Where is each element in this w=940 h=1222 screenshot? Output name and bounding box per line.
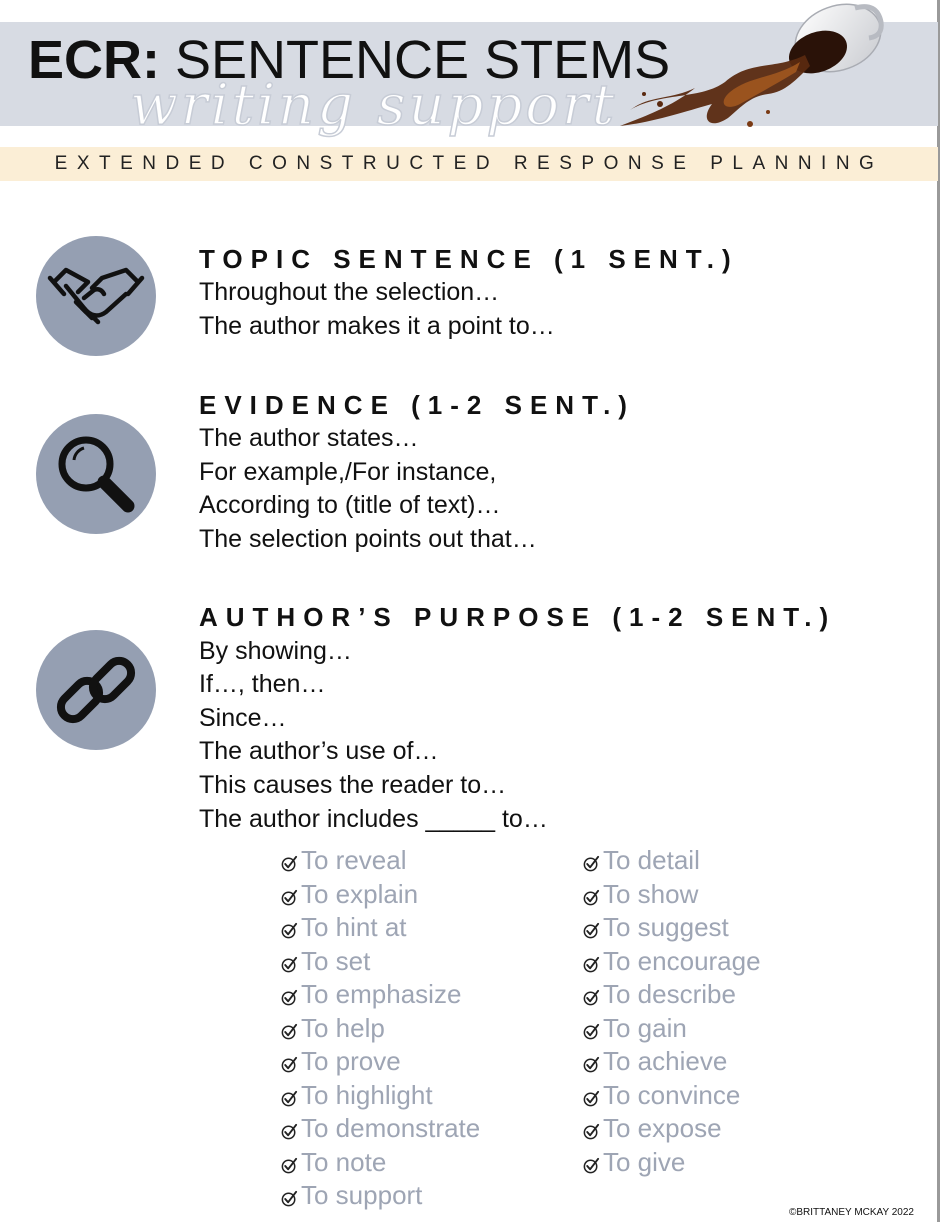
checkmark-circle-icon — [582, 888, 601, 907]
checkmark-circle-icon — [280, 888, 299, 907]
purpose-label: To support — [301, 1180, 423, 1210]
purpose-label: To convince — [603, 1079, 741, 1110]
checkmark-circle-icon — [280, 1189, 299, 1208]
purpose-label: To expose — [603, 1113, 722, 1143]
link-icon — [36, 630, 156, 750]
purpose-label: To hint at — [301, 912, 407, 942]
checkmark-circle-icon — [280, 1022, 299, 1041]
checkmark-circle-icon — [582, 988, 601, 1007]
purpose-list-item — [280, 1179, 480, 1213]
purpose-list-item — [280, 1112, 480, 1146]
evidence-stem: According to (title of text)… — [199, 491, 501, 519]
purpose-label: To gain — [603, 1012, 687, 1043]
purpose-label: To note — [301, 1146, 387, 1177]
purpose-label: To explain — [301, 878, 419, 909]
purpose-list-item — [280, 911, 480, 945]
copyright-notice: ©BRITTANEY MCKAY 2022 — [788, 1207, 914, 1218]
purpose-stem: Since… — [199, 704, 287, 732]
checkmark-circle-icon — [582, 1055, 601, 1074]
purpose-list-item — [582, 978, 761, 1012]
purpose-label: To prove — [301, 1046, 401, 1076]
purpose-list-item — [280, 844, 480, 878]
magnifying-glass-icon — [36, 414, 156, 534]
purpose-list-item — [280, 1045, 480, 1079]
handshake-icon — [36, 236, 156, 356]
script-subtitle: writing support — [130, 73, 618, 138]
purpose-list-item — [582, 1012, 761, 1046]
checkmark-circle-icon — [280, 1122, 299, 1141]
checkmark-circle-icon — [280, 955, 299, 974]
purpose-list-left — [280, 844, 480, 1213]
purpose-label: To help — [301, 1012, 385, 1043]
purpose-stem: The author’s use of… — [199, 737, 439, 765]
purpose-stem: The author includes _____ to… — [199, 805, 548, 833]
purpose-list-item — [280, 1146, 480, 1180]
purpose-label: To achieve — [603, 1046, 728, 1076]
purpose-label: To emphasize — [301, 979, 462, 1009]
authors-purpose-heading: AUTHOR’S PURPOSE (1-2 SENT.) — [199, 602, 837, 632]
purpose-list-item — [582, 1045, 761, 1079]
purpose-list-item — [280, 1079, 480, 1113]
checkmark-circle-icon — [280, 1156, 299, 1175]
checkmark-circle-icon — [280, 988, 299, 1007]
checkmark-circle-icon — [582, 854, 601, 873]
purpose-label: To detail — [603, 845, 700, 875]
purpose-list-item — [582, 844, 761, 878]
purpose-label: To set — [301, 945, 371, 976]
title-acronym: ECR: — [28, 30, 160, 90]
purpose-label: To demonstrate — [301, 1113, 481, 1143]
checkmark-circle-icon — [582, 955, 601, 974]
checkmark-circle-icon — [280, 1089, 299, 1108]
checkmark-circle-icon — [582, 1089, 601, 1108]
checkmark-circle-icon — [582, 921, 601, 940]
checkmark-circle-icon — [582, 1122, 601, 1141]
topic-sentence-heading: TOPIC SENTENCE (1 SENT.) — [199, 244, 739, 274]
purpose-label: To give — [603, 1146, 686, 1177]
purpose-label: To highlight — [301, 1079, 433, 1110]
banner-text: EXTENDED CONSTRUCTED RESPONSE PLANNING — [54, 153, 884, 174]
checkmark-circle-icon — [280, 921, 299, 940]
purpose-list-right — [582, 844, 761, 1179]
evidence-stem: The author states… — [199, 424, 419, 452]
purpose-list-item — [582, 1146, 761, 1180]
purpose-stem: If…, then… — [199, 670, 326, 698]
purpose-label: To encourage — [603, 945, 761, 976]
purpose-list-item — [280, 1012, 480, 1046]
topic-stem: Throughout the selection… — [199, 278, 500, 306]
purpose-stem: This causes the reader to… — [199, 771, 507, 799]
purpose-list-item — [582, 878, 761, 912]
checkmark-circle-icon — [582, 1022, 601, 1041]
checkmark-circle-icon — [582, 1156, 601, 1175]
purpose-list-item — [582, 911, 761, 945]
purpose-list-item — [582, 945, 761, 979]
purpose-list-item — [280, 878, 480, 912]
purpose-label: To suggest — [603, 912, 729, 942]
title-main: SENTENCE STEMS — [175, 30, 671, 90]
purpose-list-item — [582, 1079, 761, 1113]
purpose-label: To show — [603, 878, 699, 909]
purpose-label: To describe — [603, 979, 736, 1009]
evidence-stem: The selection points out that… — [199, 525, 537, 553]
purpose-list-item — [582, 1112, 761, 1146]
purpose-stem: By showing… — [199, 637, 352, 665]
checkmark-circle-icon — [280, 1055, 299, 1074]
purpose-list-item — [280, 945, 480, 979]
evidence-stem: For example,/For instance, — [199, 458, 497, 486]
evidence-heading: EVIDENCE (1-2 SENT.) — [199, 390, 635, 420]
topic-stem: The author makes it a point to… — [199, 312, 555, 340]
purpose-label: To reveal — [301, 845, 407, 875]
checkmark-circle-icon — [280, 854, 299, 873]
purpose-list-item — [280, 978, 480, 1012]
